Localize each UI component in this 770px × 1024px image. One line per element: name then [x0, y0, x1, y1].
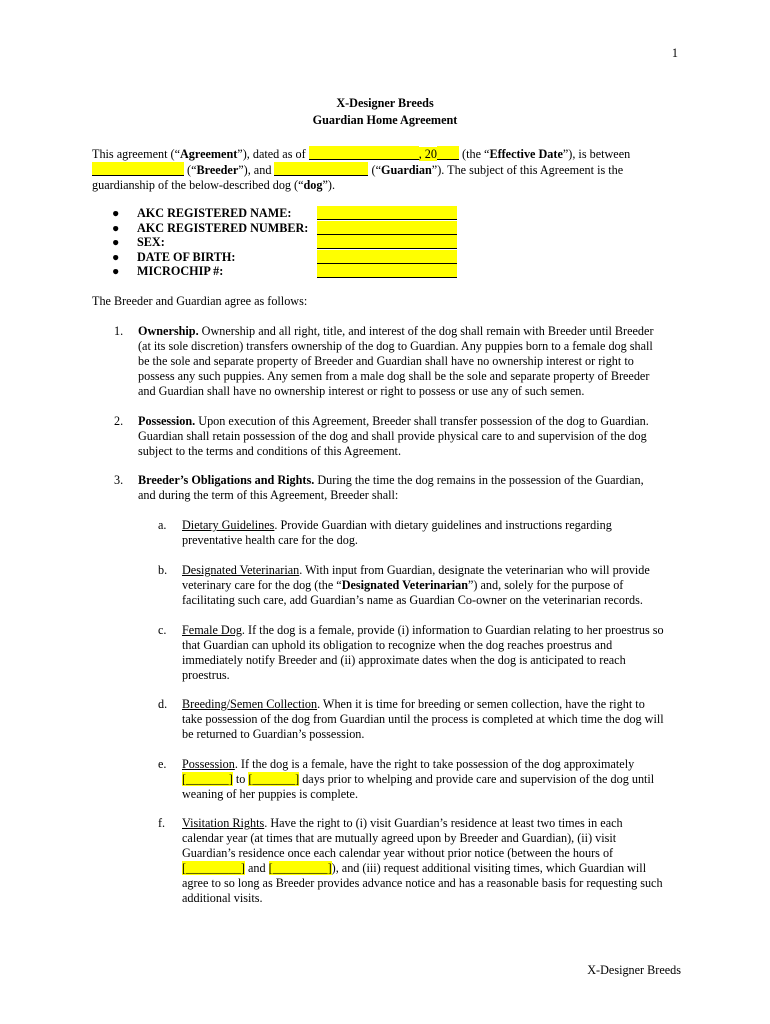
bullet-icon: ● — [112, 206, 120, 220]
section-body — [138, 414, 676, 459]
date-blank-field[interactable] — [309, 146, 419, 160]
intro-text: (the “ — [458, 147, 490, 161]
subsection-body — [182, 697, 692, 742]
guardian-term: Guardian — [380, 163, 432, 177]
subsection-letter: c. — [158, 623, 167, 637]
subsection-body — [182, 563, 682, 608]
section-text: possess any such puppies. Any semen from a male dog shall be the sole and separate property of Breeder — [138, 369, 650, 383]
subsection-heading: Dietary Guidelines — [182, 518, 275, 532]
subsection-text: be returned to Guardian’s possession. — [182, 727, 365, 741]
intro-text: ”), and — [238, 163, 275, 177]
subsection-letter: e. — [158, 757, 167, 771]
subsection-heading: Designated Veterinarian — [182, 563, 300, 577]
intro-text: ”). — [322, 178, 336, 192]
bullet-icon: ● — [112, 235, 120, 249]
intro-text: guardianship of the below-described dog (“ — [92, 178, 304, 192]
section-body — [138, 324, 676, 399]
subsection-letter: a. — [158, 518, 167, 532]
date-of-birth-label: DATE OF BIRTH: — [137, 249, 236, 264]
microchip-field[interactable] — [317, 264, 457, 278]
bullet-icon: ● — [112, 264, 120, 278]
subsection-text: veterinary care for the dog (the “ — [182, 578, 342, 592]
section-number: 1. — [114, 324, 124, 338]
subsection-text: and — [244, 861, 269, 875]
subsection-text: that Guardian can uphold its obligation to recognize when the dog reaches proestrus and — [182, 638, 613, 652]
subsection-letter: b. — [158, 563, 168, 577]
section-text: be the sole and separate property of Breeder and Guardian shall have no ownership interest or right to — [138, 354, 634, 368]
document-subtitle: Guardian Home Agreement — [312, 113, 458, 127]
subsection-text: ”) and, solely for the purpose of — [468, 578, 624, 592]
section-heading: Ownership. — [138, 324, 199, 338]
intro-paragraph — [92, 146, 652, 193]
intro-text: ”), is between — [562, 147, 631, 161]
akc-number-field[interactable] — [317, 221, 457, 235]
bullet-icon: ● — [112, 249, 120, 264]
section-number: 2. — [114, 414, 124, 428]
subsection-body — [182, 757, 692, 802]
subsection-heading: Breeding/Semen Collection — [182, 697, 318, 711]
hours-from-field[interactable]: [_________] — [182, 861, 245, 875]
subsection-body — [182, 623, 692, 683]
designated-veterinarian-term: Designated Veterinarian — [341, 578, 468, 592]
subsection-text: Guardian’s residence once each calendar year without prior notice (between the hours of — [182, 846, 614, 860]
subsection-text: proestrus. — [182, 668, 230, 682]
intro-line-2 — [92, 162, 652, 178]
subsection-heading: Possession — [182, 757, 235, 771]
year-blank-field[interactable] — [437, 146, 459, 160]
section-heading: Possession. — [138, 414, 196, 428]
subsection-text: . Have the right to (i) visit Guardian’s residence at least two times in each — [264, 816, 623, 830]
agree-line: The Breeder and Guardian agree as follows: — [92, 294, 308, 308]
effective-date-term: Effective Date — [489, 147, 563, 161]
intro-line-3 — [92, 178, 652, 193]
breeder-term: Breeder — [196, 163, 239, 177]
breeder-name-field[interactable] — [92, 162, 184, 176]
subsection-text: take possession of the dog from Guardian until the process is completed at which time the dog will — [182, 712, 664, 726]
intro-text: This agreement (“ — [92, 147, 180, 161]
intro-text: (“ — [368, 163, 381, 177]
guardian-name-field[interactable] — [274, 162, 368, 176]
subsection-text: weaning of her puppies is complete. — [182, 787, 358, 801]
sex-field[interactable] — [317, 235, 457, 249]
hours-to-field[interactable]: [_________] — [268, 861, 332, 875]
subsection-text: facilitating such care, add Guardian’s name as Guardian Co-owner on the veterinarian records. — [182, 593, 643, 607]
section-text: During the time the dog remains in the possession of the Guardian, — [314, 473, 644, 487]
section-body — [138, 473, 676, 503]
subsection-text: . When it is time for breeding or semen collection, have the right to — [317, 697, 645, 711]
sex-label: SEX: — [137, 235, 165, 249]
microchip-label: MICROCHIP #: — [137, 264, 224, 278]
akc-name-field[interactable] — [317, 206, 457, 220]
page-footer: X-Designer Breeds — [587, 963, 681, 977]
document-title: X-Designer Breeds — [336, 96, 434, 110]
subsection-text: . Provide Guardian with dietary guidelines and instructions regarding — [274, 518, 612, 532]
subsection-text: calendar year (at times that are mutually agreed upon by Breeder and Guardian), (ii) visit — [182, 831, 617, 845]
intro-text: ”), dated as of — [237, 147, 309, 161]
page-number: 1 — [671, 46, 678, 60]
section-text: (at its sole discretion) transfers ownership of the dog to Guardian. Any puppies born to a female dog shall — [138, 339, 653, 353]
section-text: Ownership and all right, title, and interest of the dog shall remain with Breeder until Breeder — [198, 324, 654, 338]
section-number: 3. — [114, 473, 124, 487]
subsection-text: to — [232, 772, 249, 786]
subsection-text: . If the dog is a female, have the right to take possession of the dog approximately — [234, 757, 635, 771]
bullet-icon: ● — [112, 220, 120, 235]
subsection-letter: d. — [158, 697, 168, 711]
subsection-heading: Female Dog — [182, 623, 242, 637]
akc-name-label: AKC REGISTERED NAME: — [137, 206, 292, 220]
subsection-body — [182, 518, 682, 548]
subsection-text: additional visits. — [182, 891, 263, 905]
section-text: Upon execution of this Agreement, Breeder shall transfer possession of the dog to Guardian. — [195, 414, 649, 428]
akc-number-label: AKC REGISTERED NUMBER: — [137, 220, 309, 235]
subsection-text: agree to so long as Breeder provides advance notice and has a reasonable basis for requesting such — [182, 876, 663, 890]
year-prefix: , 20 — [418, 147, 437, 161]
subsection-text: ), and (iii) request additional visiting times, which Guardian will — [331, 861, 647, 875]
subsection-letter: f. — [158, 816, 166, 830]
section-text: Guardian shall retain possession of the dog and shall provide physical care to and supervision of the dog — [138, 429, 647, 443]
subsection-heading: Visitation Rights — [182, 816, 265, 830]
subsection-text: . With input from Guardian, designate the veterinarian who will provide — [299, 563, 650, 577]
dog-term: dog — [303, 178, 323, 192]
section-text: and during the term of this Agreement, Breeder shall: — [138, 488, 399, 502]
section-text: subject to the terms and conditions of this Agreement. — [138, 444, 401, 458]
subsection-text: immediately notify Breeder and (ii) approximate dates when the dog is anticipated to reach — [182, 653, 626, 667]
intro-text: ”). The subject of this Agreement is the — [431, 163, 624, 177]
date-of-birth-field[interactable] — [317, 250, 457, 264]
subsection-text: days prior to whelping and provide care and supervision of the dog until — [299, 772, 655, 786]
intro-line-1 — [92, 146, 652, 162]
days-to-field[interactable]: [_______] — [248, 772, 300, 786]
days-from-field[interactable]: [_______] — [182, 772, 233, 786]
subsection-body — [182, 816, 692, 906]
agreement-term: Agreement — [179, 147, 238, 161]
section-heading: Breeder’s Obligations and Rights. — [138, 473, 315, 487]
subsection-text: . If the dog is a female, provide (i) information to Guardian relating to her proestrus so — [241, 623, 664, 637]
subsection-text: preventative health care for the dog. — [182, 533, 358, 547]
intro-text: (“ — [184, 163, 197, 177]
section-text: and Guardian shall have no ownership interest or right to possess or use any of such semen. — [138, 384, 585, 398]
